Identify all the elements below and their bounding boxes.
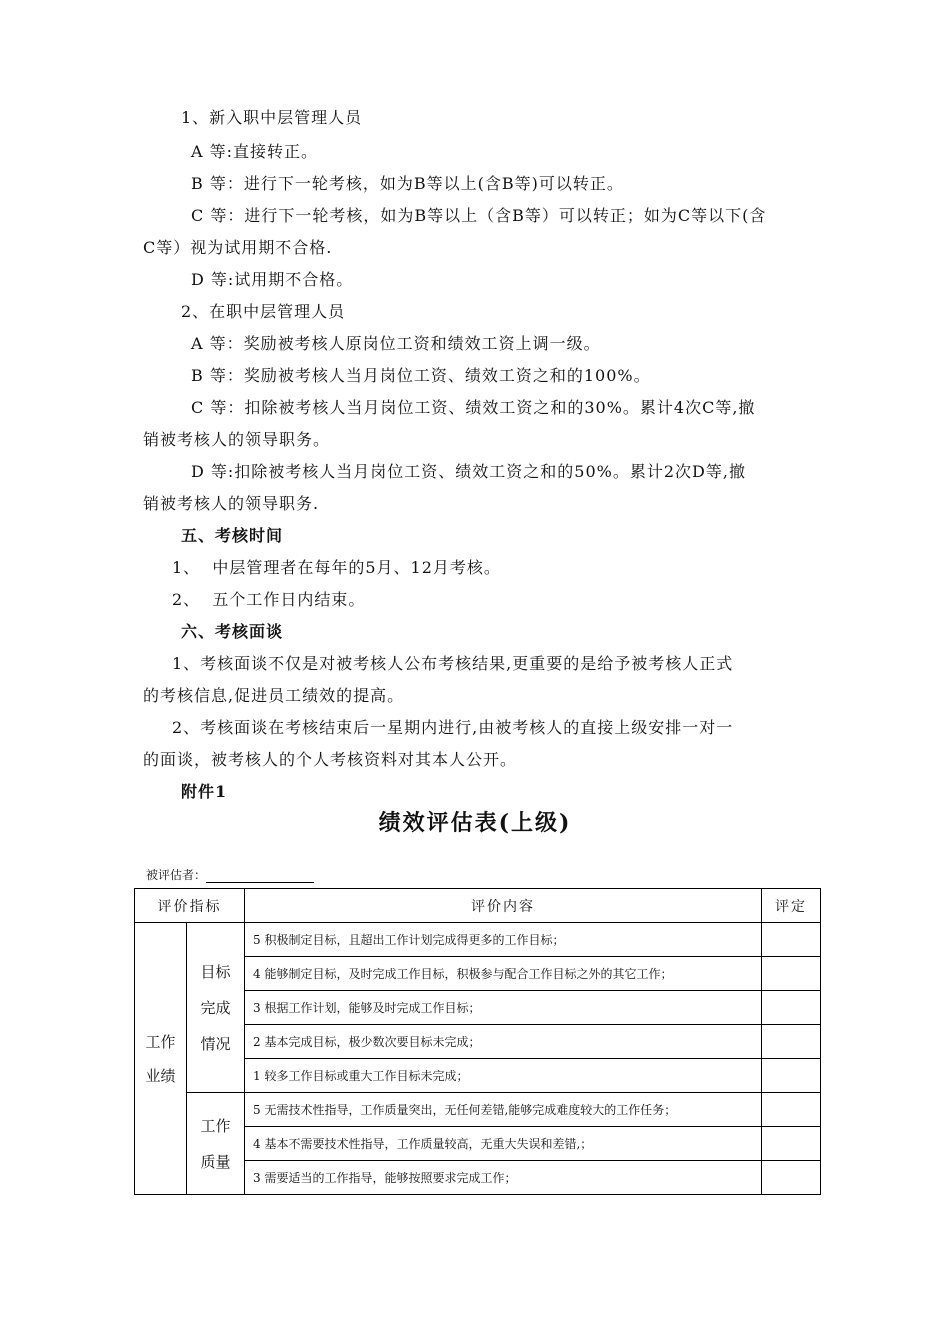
text-line-13: 销被考核人的领导职务.: [143, 494, 320, 513]
attachment-label: 附件1: [181, 782, 228, 801]
table-row: [135, 1093, 821, 1127]
rating-cell[interactable]: [762, 1127, 821, 1161]
category-work-performance: [135, 923, 187, 1195]
text-line-7: 2、在职中层管理人员: [181, 302, 346, 321]
criterion-row: 5 积极制定目标，且超出工作计划完成得更多的工作目标；: [245, 923, 762, 957]
text-line-18: 1、考核面谈不仅是对被考核人公布考核结果,更重要的是给予被考核人正式: [172, 654, 734, 673]
criterion-row: 5 无需技术性指导，工作质量突出，无任何差错,能够完成难度较大的工作任务；: [245, 1093, 762, 1127]
section-heading-time: 五、考核时间: [181, 526, 284, 545]
text-line-4: C 等：进行下一轮考核，如为B等以上（含B等）可以转正；如为C等以下(含: [191, 206, 767, 225]
text-line-2: A 等:直接转正。: [191, 142, 319, 161]
text-line-20: 2、考核面谈在考核结束后一星期内进行,由被考核人的直接上级安排一对一: [172, 718, 734, 737]
rating-cell[interactable]: [762, 957, 821, 991]
text-line-11: 销被考核人的领导职务。: [143, 430, 331, 449]
rating-cell[interactable]: [762, 923, 821, 957]
evaluee-field: [146, 866, 314, 883]
table-row: [135, 923, 821, 957]
text-line-15: 1、 中层管理者在每年的5月、12月考核。: [172, 558, 501, 577]
evaluee-label: 被评估者：: [146, 868, 207, 882]
rating-cell[interactable]: [762, 1059, 821, 1093]
rating-cell[interactable]: [762, 1025, 821, 1059]
group-label: 目标 完成 情况: [200, 962, 231, 1053]
rating-cell[interactable]: [762, 1161, 821, 1195]
text-line-10: C 等：扣除被考核人当月岗位工资、绩效工资之和的30%。累计4次C等,撤: [191, 398, 756, 417]
text-line-1: 1、新入职中层管理人员: [181, 108, 363, 127]
header-content: 评价内容: [245, 889, 762, 923]
text-line-6: D 等:试用期不合格。: [191, 270, 354, 289]
rating-cell[interactable]: [762, 991, 821, 1025]
evaluee-blank-line[interactable]: [206, 870, 314, 883]
header-indicator: 评价指标: [135, 889, 245, 923]
text-line-5: C等）视为试用期不合格.: [143, 238, 333, 257]
criterion-row: 3 根据工作计划，能够及时完成工作目标；: [245, 991, 762, 1025]
group-label: 工作 质量: [200, 1116, 231, 1171]
table-header-row: [135, 889, 821, 923]
header-rating: 评定: [762, 889, 821, 923]
group-goal-completion: [187, 923, 245, 1093]
text-line-12: D 等:扣除被考核人当月岗位工资、绩效工资之和的50%。累计2次D等,撤: [191, 462, 746, 481]
criterion-row: 2 基本完成目标，极少数次要目标未完成；: [245, 1025, 762, 1059]
text-line-9: B 等：奖励被考核人当月岗位工资、绩效工资之和的100%。: [191, 366, 651, 385]
category-label: 工作 业绩: [145, 1032, 176, 1085]
text-line-19: 的考核信息,促进员工绩效的提高。: [143, 686, 405, 705]
rating-cell[interactable]: [762, 1093, 821, 1127]
evaluation-table: [134, 888, 821, 1195]
text-line-3: B 等：进行下一轮考核，如为B等以上(含B等)可以转正。: [191, 174, 624, 193]
text-line-21: 的面谈，被考核人的个人考核资料对其本人公开。: [143, 750, 518, 769]
criterion-row: 3 需要适当的工作指导，能够按照要求完成工作；: [245, 1161, 762, 1195]
text-line-16: 2、 五个工作日内结束。: [172, 590, 366, 609]
criterion-row: 4 基本不需要技术性指导，工作质量较高，无重大失误和差错,；: [245, 1127, 762, 1161]
section-heading-interview: 六、考核面谈: [181, 622, 284, 641]
text-line-8: A 等：奖励被考核人原岗位工资和绩效工资上调一级。: [191, 334, 601, 353]
criterion-row: 4 能够制定目标，及时完成工作目标，积极参与配合工作目标之外的其它工作；: [245, 957, 762, 991]
form-title: 绩效评估表(上级): [378, 810, 572, 836]
criterion-row: 1 较多工作目标或重大工作目标未完成；: [245, 1059, 762, 1093]
group-work-quality: [187, 1093, 245, 1195]
